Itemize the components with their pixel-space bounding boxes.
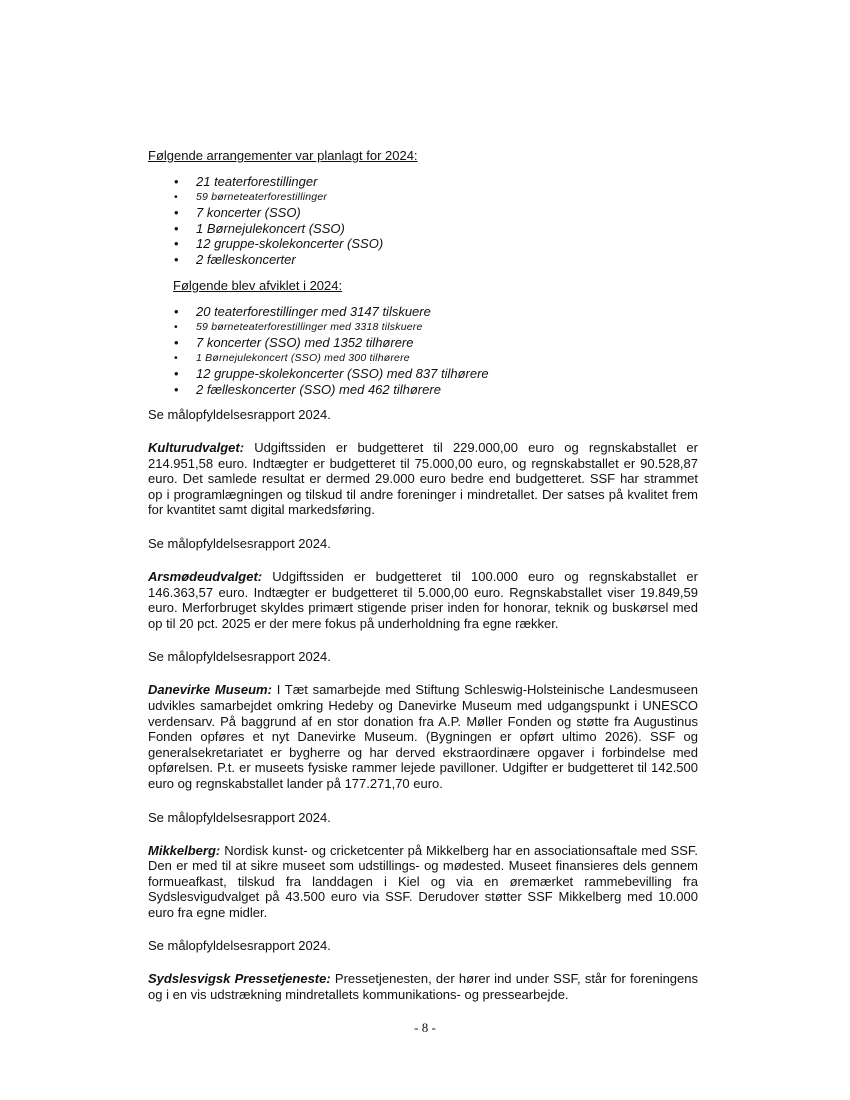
section-mikkelberg (148, 843, 698, 921)
section-arsmodeudvalget (148, 569, 698, 631)
list-item: • 2 fælleskoncerter (SSO) med 462 tilhørere (174, 382, 698, 398)
report-reference: Se målopfyldelsesrapport 2024. (148, 535, 331, 551)
list-item: • 7 koncerter (SSO) med 1352 tilhørere (174, 335, 698, 351)
held-events-list (148, 304, 698, 397)
planned-events-list (148, 174, 698, 267)
section-lead: Sydslesvigsk Pressetjeneste: (148, 971, 331, 987)
list-item: • 2 fælleskoncerter (174, 252, 698, 268)
section-lead: Danevirke Museum: (148, 682, 272, 698)
report-reference: Se målopfyldelsesrapport 2024. (148, 809, 331, 825)
list-item: • 59 børneteaterforestillinger (174, 190, 698, 206)
section-body: I Tæt samarbejde med Stiftung Schleswig-Holsteinische Landesmuseen udvikles samarbejdet omkring Hedeby og Danevirke Museum med udgangspunkt i UNESCO verdensarv. På baggrund af en stor donation fra A.P. Møller Fonden og støtte fra Augustinus Fonden opføres et nyt Danevirke Museum. (Bygningen er opført ultimo 2026). SSF og generalsekretariatet er bygherre og har derved ekstraordinære opgaver i forbindelse med opførelsen. P.t. er museets fysiske rammer lejede pavilloner. Udgifter er budgetteret til 142.500 euro og regnskabstallet lander på 177.271,70 euro. (148, 682, 698, 791)
section-pressetjeneste (148, 971, 698, 1002)
section-lead: Kulturudvalget: (148, 440, 245, 455)
section-danevirke-museum (148, 682, 698, 791)
list-item: • 59 børneteaterforestillinger med 3318 tilskuere (174, 320, 698, 336)
section-body: Udgiftssiden er budgetteret til 229.000,00 euro og regnskabstallet er 214.951,58 euro. Indtægter er budgetteret til 75.000,00 euro, og regnskabstallet er 90.528,87 euro. Det samlede resultat er dermed 29.000 euro bedre end budgetteret. SSF har strammet op i programlægningen og tilskud til andre foreninger i mindretallet. Der satses på kvalitet frem for kvantitet samt digital markedsføring. (148, 440, 698, 518)
section-kulturudvalget (148, 440, 698, 518)
held-heading: Følgende blev afviklet i 2024: (173, 278, 343, 293)
section-body: Nordisk kunst- og cricketcenter på Mikkelberg har en associationsaftale med SSF. Den er med til at sikre museet som udstillings- og mødested. Museet finansieres dels gennem formueafkast, tilskud fra landdagen i Kiel og via en øremærket rammebevilling fra Sydslesvigudvalget på 43.500 euro via SSF. Derudover støtter SSF Mikkelberg med 10.000 euro fra egne midler. (148, 842, 698, 920)
planned-heading: Følgende arrangementer var planlagt for 2024: (148, 148, 418, 163)
section-lead: Mikkelberg: (148, 842, 221, 858)
list-item: • 1 Børnejulekoncert (SSO) med 300 tilhørere (174, 351, 698, 367)
report-reference: Se målopfyldelsesrapport 2024. (148, 938, 331, 954)
list-item: • 12 gruppe-skolekoncerter (SSO) (174, 236, 698, 252)
section-body: Udgiftssiden er budgetteret til 100.000 euro og regnskabstallet er 146.363,57 euro. Indtægter er budgetteret til 5.000,00 euro. Regnskabstallet viser 19.849,59 euro. Merforbruget skyldes primært stigende priser inden for honorar, teknik og buskørsel med op til 20 pct. 2025 er der mere fokus på underholdning fra egne rækker. (148, 568, 698, 631)
report-reference: Se målopfyldelsesrapport 2024. (148, 649, 331, 665)
list-item: • 20 teaterforestillinger med 3147 tilskuere (174, 304, 698, 320)
list-item: • 21 teaterforestillinger (174, 174, 698, 190)
list-item: • 12 gruppe-skolekoncerter (SSO) med 837 tilhørere (174, 366, 698, 382)
report-reference: Se målopfyldelsesrapport 2024. (148, 407, 331, 422)
section-lead: Arsmødeudvalget: (148, 568, 263, 584)
document-body (148, 147, 698, 1003)
section-body: Pressetjenesten, der hører ind under SSF, står for foreningens og i en vis udstrækning mindretallets kommunikations- og pressearbejde. (148, 971, 698, 1003)
list-item: • 7 koncerter (SSO) (174, 205, 698, 221)
page-number: - 8 - (414, 1020, 436, 1035)
list-item: • 1 Børnejulekoncert (SSO) (174, 221, 698, 237)
